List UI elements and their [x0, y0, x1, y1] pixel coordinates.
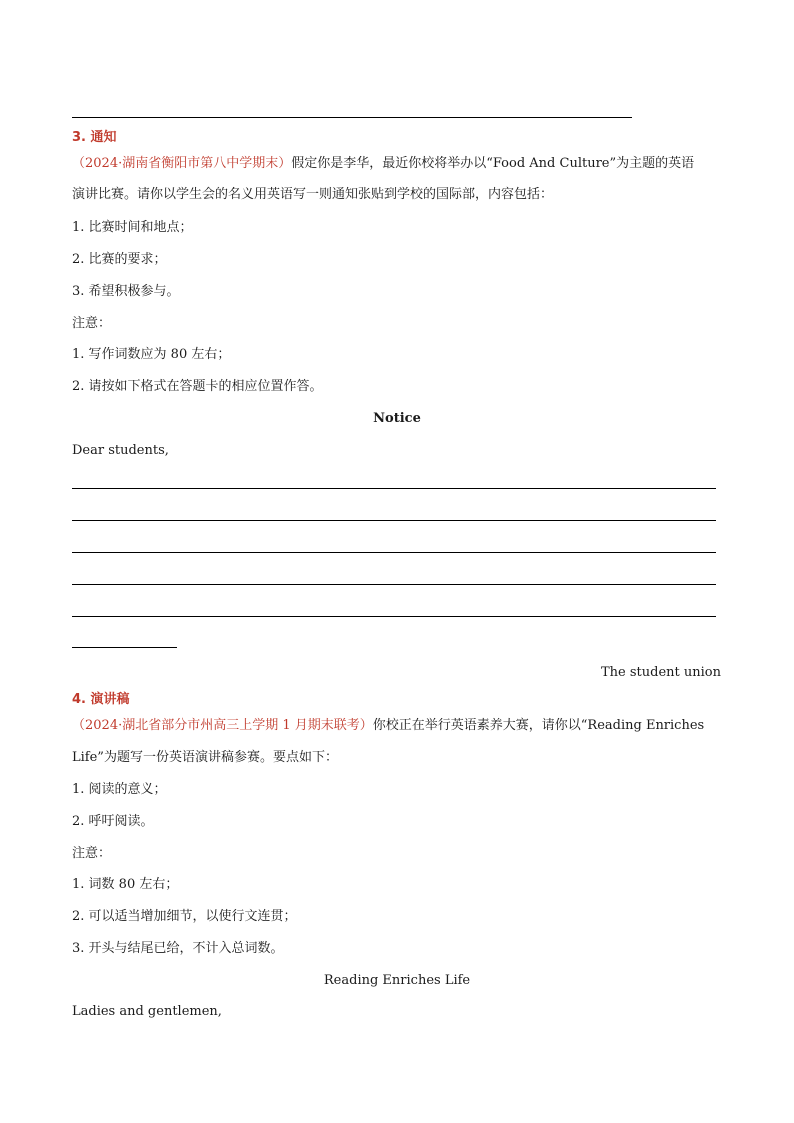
section-4-note-2: 2. 可以适当增加细节，以使行文连贯；: [72, 909, 297, 924]
section-4-prompt-text-1: 你校正在举行英语素养大赛，请你以“Reading Enriches: [372, 718, 705, 733]
answer-line-top: [72, 117, 632, 118]
section-4-prompt-line-2: Life”为题写一份英语演讲稿参赛。要点如下：: [72, 750, 338, 765]
section-3-point-2: 2. 比赛的要求；: [72, 252, 167, 267]
answer-line-short: [72, 647, 177, 648]
section-4-source: （2024·湖北省部分市州高三上学期 1 月期末联考）: [72, 718, 373, 733]
section-3-note-1: 1. 写作词数应为 80 左右；: [72, 347, 231, 362]
section-3-point-1: 1. 比赛时间和地点；: [72, 220, 193, 235]
section-3-prompt-text-1: 假定你是李华，最近你校将举办以“Food And Culture”为主题的英语: [291, 156, 695, 171]
section-4-heading: 4. 演讲稿: [72, 692, 130, 707]
section-3-greeting: Dear students,: [72, 443, 169, 458]
section-4-notes-label: 注意：: [72, 846, 112, 861]
section-3-title: Notice: [373, 411, 421, 426]
section-3-note-2: 2. 请按如下格式在答题卡的相应位置作答。: [72, 379, 323, 394]
answer-line: [72, 584, 716, 585]
section-4-note-3: 3. 开头与结尾已给，不计入总词数。: [72, 941, 284, 956]
answer-line: [72, 552, 716, 553]
section-3-point-3: 3. 希望积极参与。: [72, 284, 180, 299]
section-4-note-1: 1. 词数 80 左右；: [72, 877, 179, 892]
answer-line: [72, 488, 716, 489]
section-3-notes-label: 注意：: [72, 316, 112, 331]
section-3-source: （2024·湖南省衡阳市第八中学期末）: [72, 156, 292, 171]
section-3-signature: The student union: [601, 665, 721, 680]
section-4-title: Reading Enriches Life: [323, 973, 471, 988]
answer-line: [72, 616, 716, 617]
section-4-prompt-line-1: [72, 718, 704, 734]
answer-line: [72, 520, 716, 521]
section-4-greeting: Ladies and gentlemen,: [72, 1004, 222, 1019]
section-3-heading: 3. 通知: [72, 130, 117, 145]
section-4-point-1: 1. 阅读的意义；: [72, 782, 167, 797]
section-3-prompt-line-1: [72, 156, 694, 172]
section-3-prompt-line-2: 演讲比赛。请你以学生会的名义用英语写一则通知张贴到学校的国际部，内容包括：: [72, 187, 554, 202]
section-4-point-2: 2. 呼吁阅读。: [72, 814, 154, 829]
